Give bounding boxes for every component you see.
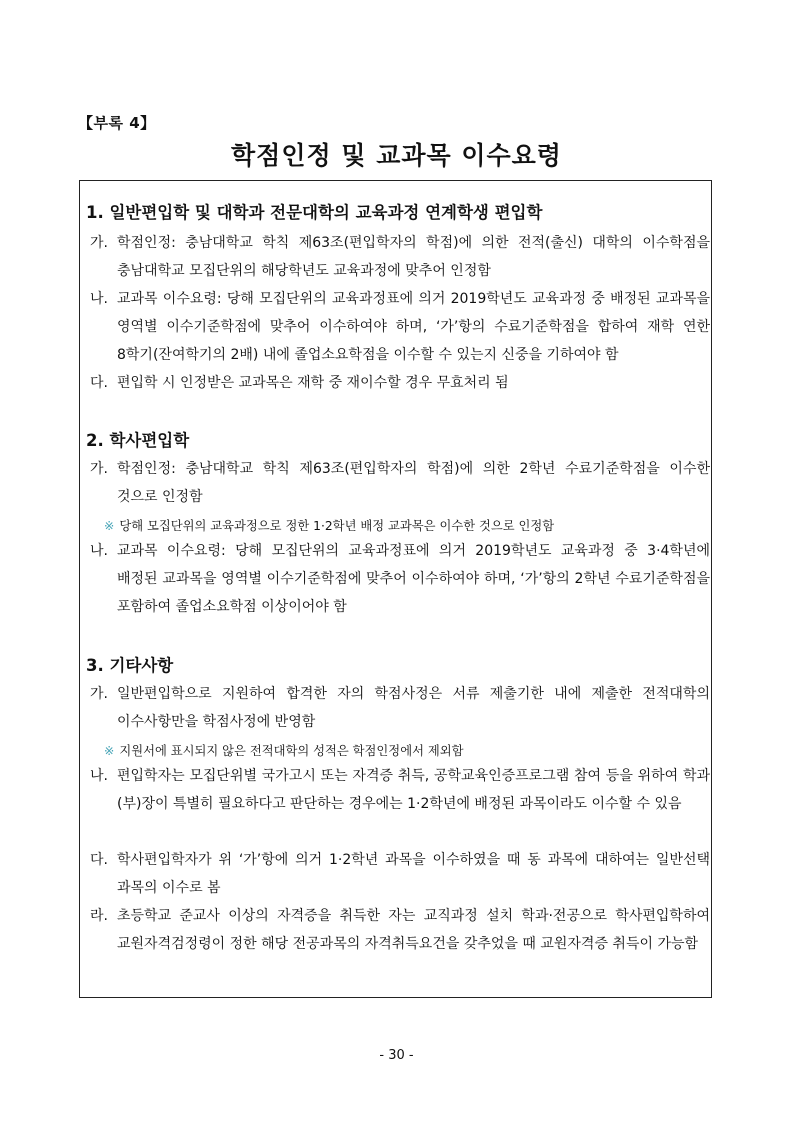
item-text: 학점인정: 충남대학교 학칙 제63조(편입학자의 학점)에 의한 전적(출신) 대학의 이수학점을 충남대학교 모집단위의 해당학년도 교육과정에 맞추어 인정함 [117,235,710,279]
section-2-item-ga [90,455,710,511]
item-text: 교과목 이수요령: 당해 모집단위의 교육과정표에 의거 2019학년도 교육과정 중 3·4학년에 배정된 교과목을 영역별 이수기준학점에 맞추어 이수하여야 하며, ‘가’항의 2학년 수료기준학점을 포함하여 졸업소요학점 이상이어야 함 [117,543,710,615]
item-marker: 라. [90,908,108,924]
document-title: 학점인정 및 교과목 이수요령 [231,141,562,170]
section-1-item-da [90,369,710,397]
note-text: 지원서에 표시되지 않은 전적대학의 성적은 학점인정에서 제외함 [119,744,464,758]
item-marker: 가. [90,686,108,702]
section-3-heading: 3. 기타사항 [86,656,174,675]
item-text: 학사편입학자가 위 ‘가’항에 의거 1·2학년 과목을 이수하였을 때 동 과목에 대하여는 일반선택 과목의 이수로 봄 [117,852,710,896]
section-1-heading: 1. 일반편입학 및 대학과 전문대학의 교육과정 연계학생 편입학 [86,203,543,222]
section-3-note [104,741,464,759]
section-1-item-ga [90,229,710,285]
section-3-item-ga [90,680,710,736]
item-marker: 가. [90,235,108,251]
item-marker: 가. [90,461,108,477]
item-text: 편입학 시 인정받은 교과목은 재학 중 재이수할 경우 무효처리 됨 [117,375,509,391]
section-3-item-da [90,846,710,902]
appendix-label: 【부록 4】 [78,114,156,132]
page-number: - 30 - [379,1048,414,1063]
item-text: 일반편입학으로 지원하여 합격한 자의 학점사정은 서류 제출기한 내에 제출한 전적대학의 이수사항만을 학점사정에 반영함 [117,686,710,730]
content-box [79,180,712,998]
item-marker: 나. [90,543,108,559]
item-text: 초등학교 준교사 이상의 자격증을 취득한 자는 교직과정 설치 학과·전공으로 학사편입학하여 교원자격검정령이 정한 해당 전공과목의 자격취득요건을 갖추었을 때 교원자격증 취득이 가능함 [117,908,710,952]
section-1-item-na [90,285,710,369]
section-2-heading: 2. 학사편입학 [86,431,190,450]
item-text: 교과목 이수요령: 당해 모집단위의 교육과정표에 의거 2019학년도 교육과정 중 배정된 교과목을 영역별 이수기준학점에 맞추어 이수하여야 하며, ‘가’항의 수료기준학점을 합하여 재학 연한 8학기(잔여학기의 2배) 내에 졸업소요학점을 이수할 수 있는지 신중을 기하여야 함 [117,291,710,363]
item-text: 학점인정: 충남대학교 학칙 제63조(편입학자의 학점)에 의한 2학년 수료기준학점을 이수한 것으로 인정함 [117,461,710,505]
item-marker: 다. [90,852,108,868]
section-2-note [104,516,554,534]
section-3-item-ra [90,902,710,958]
reference-mark: ※ [104,519,115,533]
item-marker: 나. [90,768,108,784]
section-2-item-na [90,537,710,621]
item-text: 편입학자는 모집단위별 국가고시 또는 자격증 취득, 공학교육인증프로그램 참여 등을 위하여 학과(부)장이 특별히 필요하다고 판단하는 경우에는 1·2학년에 배정된 과목이라도 이수할 수 있음 [117,768,710,812]
item-marker: 다. [90,375,108,391]
note-text: 당해 모집단위의 교육과정으로 정한 1·2학년 배정 교과목은 이수한 것으로 인정함 [119,519,555,533]
item-marker: 나. [90,291,108,307]
section-3-item-na [90,762,710,818]
reference-mark: ※ [104,744,115,758]
